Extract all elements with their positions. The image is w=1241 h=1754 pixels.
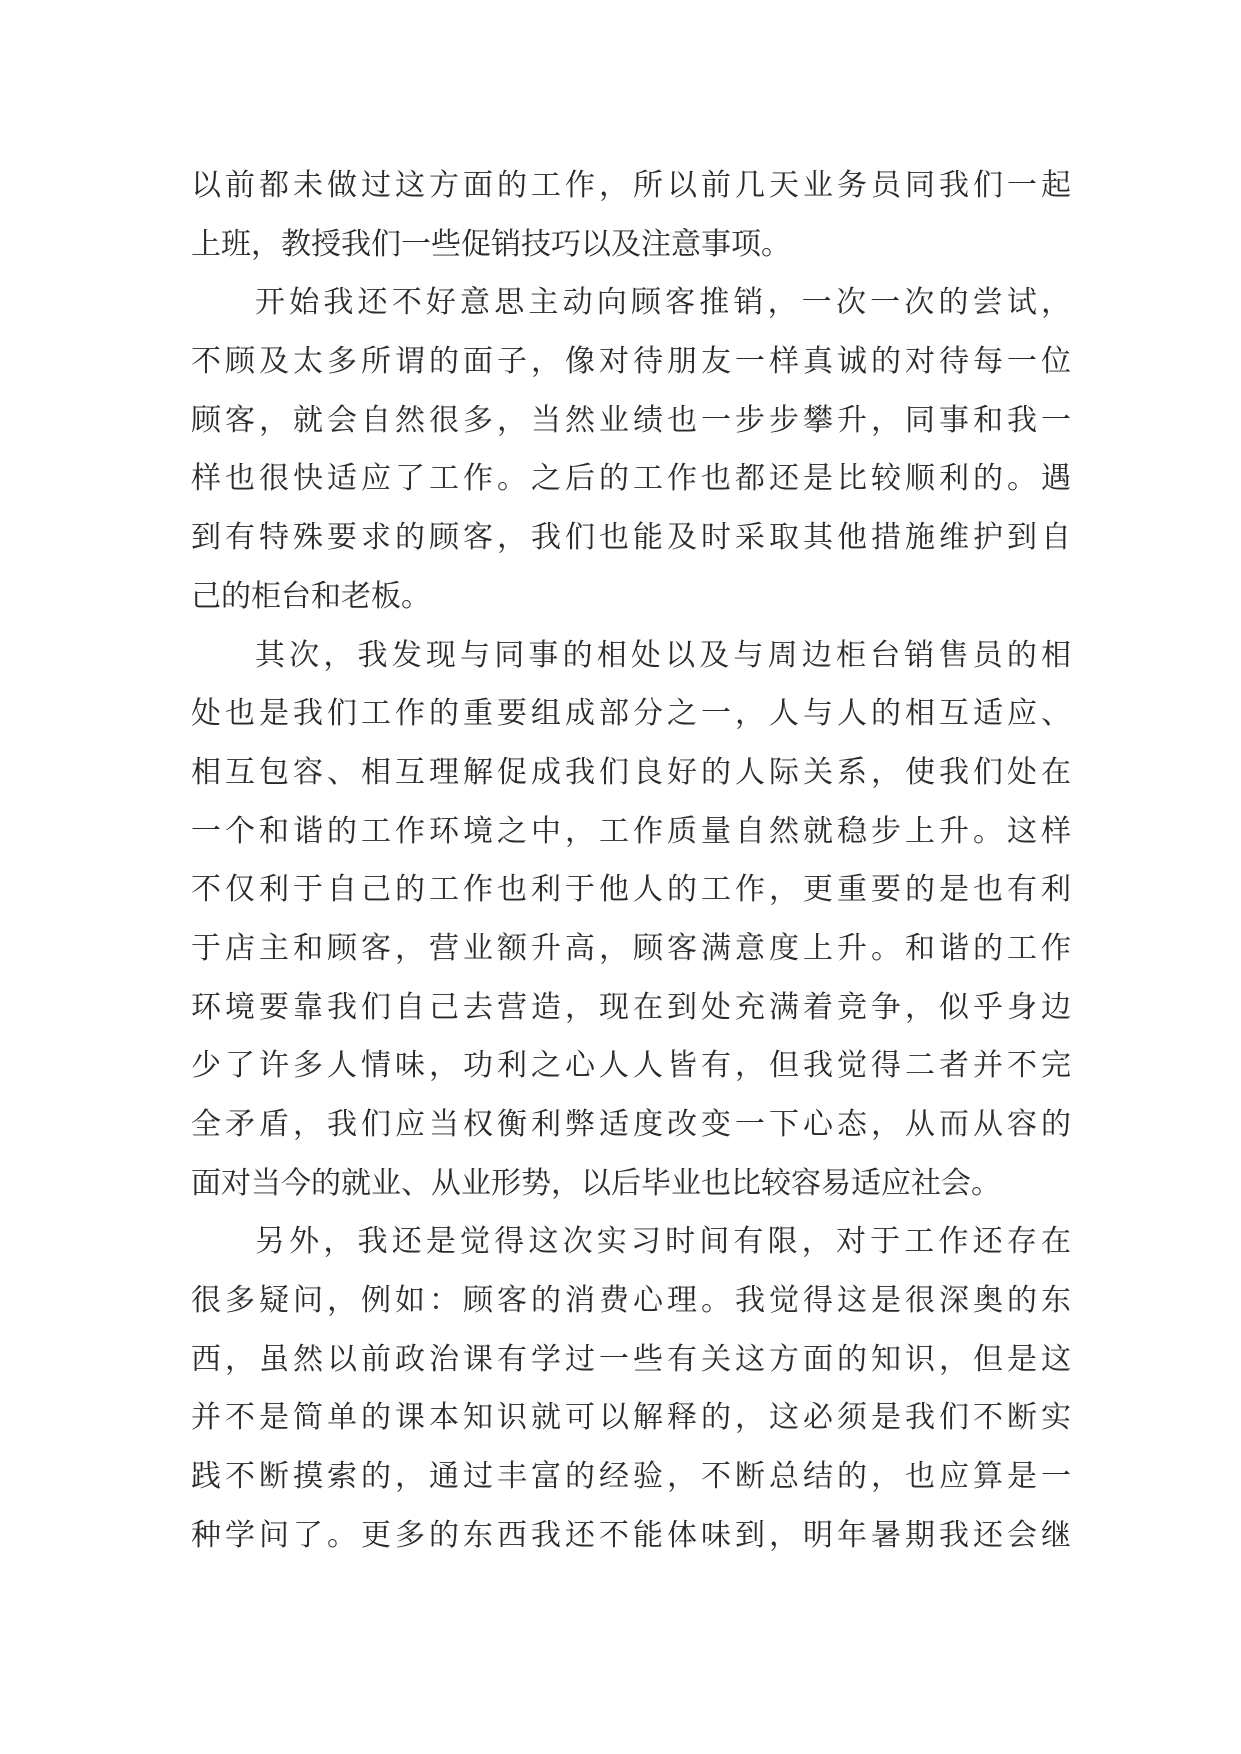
paragraph-first-line: 其次，我发现与同事的相处以及与周边柜台销售员的相 — [255, 637, 1071, 673]
text-line: 上班，教授我们一些促销技巧以及注意事项。 — [191, 226, 791, 262]
paragraph-first-line: 另外，我还是觉得这次实习时间有限，对于工作还存在 — [255, 1224, 1071, 1260]
text-line: 相互包容、相互理解促成我们良好的人际关系，使我们处在 — [191, 754, 1071, 790]
paragraph-first-line: 开始我还不好意思主动向顾客推销，一次一次的尝试， — [255, 285, 1071, 321]
body-text — [191, 157, 1071, 1566]
text-line: 己的柜台和老板。 — [191, 578, 431, 614]
text-line: 于店主和顾客，营业额升高，顾客满意度上升。和谐的工作 — [191, 930, 1071, 966]
text-line: 顾客，就会自然很多，当然业绩也一步步攀升，同事和我一 — [191, 402, 1071, 438]
text-line: 面对当今的就业、从业形势，以后毕业也比较容易适应社会。 — [191, 1165, 1001, 1201]
text-line: 到有特殊要求的顾客，我们也能及时采取其他措施维护到自 — [191, 520, 1071, 556]
text-line: 西，虽然以前政治课有学过一些有关这方面的知识，但是这 — [191, 1341, 1071, 1377]
text-line: 不顾及太多所谓的面子，像对待朋友一样真诚的对待每一位 — [191, 344, 1071, 380]
text-line: 以前都未做过这方面的工作，所以前几天业务员同我们一起 — [191, 168, 1071, 203]
text-line: 全矛盾，我们应当权衡利弊适度改变一下心态，从而从容的 — [191, 1107, 1071, 1142]
text-line: 很多疑问，例如：顾客的消费心理。我觉得这是很深奥的东 — [191, 1283, 1071, 1319]
text-line: 环境要靠我们自己去营造，现在到处充满着竞争，似乎身边 — [191, 989, 1071, 1025]
text-line: 践不断摸索的，通过丰富的经验，不断总结的，也应算是一 — [191, 1459, 1071, 1495]
text-line: 一个和谐的工作环境之中，工作质量自然就稳步上升。这样 — [191, 813, 1071, 849]
text-line: 样也很快适应了工作。之后的工作也都还是比较顺利的。遇 — [191, 461, 1071, 497]
text-line: 处也是我们工作的重要组成部分之一，人与人的相互适应、 — [191, 696, 1071, 732]
text-line: 种学问了。更多的东西我还不能体味到，明年暑期我还会继 — [191, 1517, 1071, 1553]
text-line: 少了许多人情味，功利之心人人皆有，但我觉得二者并不完 — [191, 1048, 1071, 1084]
text-line: 并不是简单的课本知识就可以解释的，这必须是我们不断实 — [191, 1400, 1071, 1436]
text-line: 不仅利于自己的工作也利于他人的工作，更重要的是也有利 — [191, 872, 1071, 908]
